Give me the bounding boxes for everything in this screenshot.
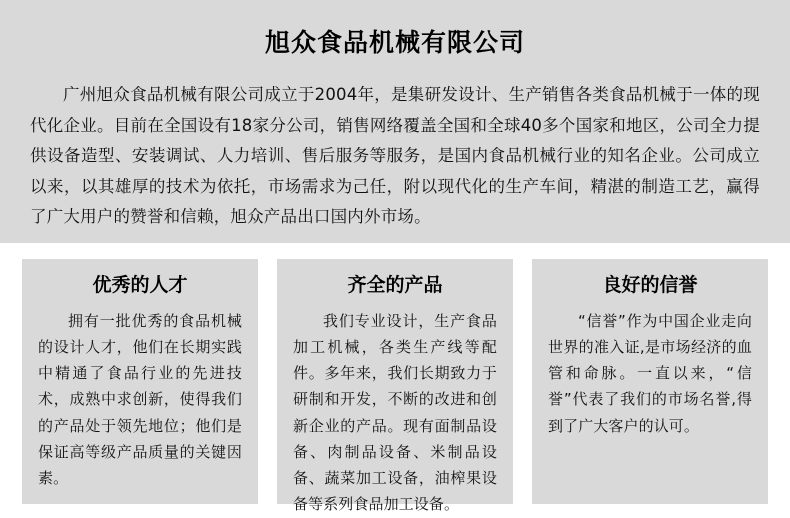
feature-card-body: 我们专业设计，生产食品加工机械，各类生产线等配件。多年来，我们长期致力于研制和开发，不断的改进和创新企业的产品。现有面制品设备、肉制品设备、米制品设备、蔬菜加工设备，油榨果设备等系列食品加工设备。 xyxy=(293,311,497,514)
feature-cards xyxy=(0,243,790,514)
feature-card-talent xyxy=(22,259,258,504)
feature-card-title: 良好的信誉 xyxy=(602,274,698,296)
feature-card-title: 齐全的产品 xyxy=(347,274,443,296)
company-intro-panel xyxy=(0,0,790,243)
feature-card-title: 优秀的人才 xyxy=(92,274,188,296)
feature-card-reputation xyxy=(532,259,768,504)
feature-card-body: “信誉”作为中国企业走向世界的准入证,是市场经济的血管和命脉。一直以来，“信誉”代表了我们的市场名誉,得到了广大客户的认可。 xyxy=(548,311,752,435)
company-description: 广州旭众食品机械有限公司成立于2004年，是集研发设计、生产销售各类食品机械于一体的现代化企业。目前在全国设有18家分公司，销售网络覆盖全国和全球40多个国家和地区，公司全力提供设备造型、安装调试、人力培训、售后服务等服务，是国内食品机械行业的知名企业。公司成立以来，以其雄厚的技术为依托，市场需求为己任，附以现代化的生产车间，精湛的制造工艺，赢得了广大用户的赞誉和信赖，旭众产品出口国内外市场。 xyxy=(30,85,760,227)
feature-card-products xyxy=(277,259,513,514)
page-title: 旭众食品机械有限公司 xyxy=(264,28,525,57)
feature-card-body: 拥有一批优秀的食品机械的设计人才，他们在长期实践中精通了食品行业的先进技术，成熟中求创新，使得我们的产品处于领先地位；他们是保证高等级产品质量的关键因素。 xyxy=(38,311,242,488)
